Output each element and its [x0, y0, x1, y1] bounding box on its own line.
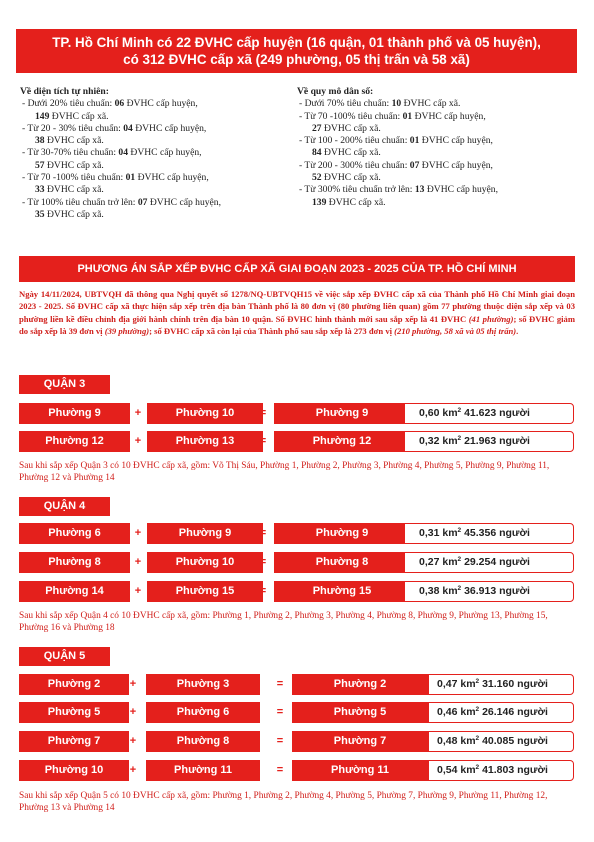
intro-paragraph — [19, 288, 575, 338]
area-unit-superscript: 2 — [475, 764, 480, 771]
equals-sign: = — [276, 764, 284, 776]
equals-sign: = — [259, 527, 267, 539]
equals-sign: = — [259, 585, 267, 597]
area-unit-superscript: 2 — [475, 735, 480, 742]
ward-source-b: Phường 13 — [147, 431, 263, 452]
area-item-text: - Dưới 20% tiêu chuẩn: — [22, 98, 115, 110]
population-item-sub-unit: ĐVHC cấp xã. — [321, 172, 381, 184]
area-item-count: 07 — [137, 196, 148, 208]
ward-result: Phường 5 — [292, 702, 428, 723]
area-section — [20, 86, 290, 221]
ward-area: 0,27 km — [419, 556, 458, 568]
ward-stats — [404, 523, 574, 544]
ward-source-b: Phường 8 — [146, 731, 260, 752]
population-item-count: 10 — [391, 98, 402, 110]
equals-sign: = — [259, 556, 267, 568]
plus-sign: + — [134, 435, 142, 447]
district-summary-note: Sau khi sắp xếp Quận 4 có 10 ĐVHC cấp xã, gồm: Phường 1, Phường 2, Phường 3, Phường 4, Phường 8, Phường 9, Phường 13, Phường 15, Phường 16 và Phường 18 — [19, 611, 548, 634]
intro-italic-2: (39 phường) — [104, 326, 150, 337]
area-item-sub-unit: ĐVHC cấp xã. — [49, 110, 109, 122]
area-item-sub — [20, 184, 290, 196]
population-item-text: - Từ 70 -100% tiêu chuẩn: — [299, 110, 403, 122]
ward-result: Phường 11 — [292, 760, 428, 781]
ward-population: 45.356 người — [461, 527, 530, 539]
ward-area: 0,46 km — [437, 706, 476, 718]
district-label-quận-4: QUẬN 4 — [19, 497, 110, 516]
area-item-text: - Từ 70 -100% tiêu chuẩn: — [22, 172, 126, 184]
ward-source-a: Phường 10 — [19, 760, 129, 781]
ward-area: 0,38 km — [419, 585, 458, 597]
population-list — [297, 98, 577, 209]
area-item-sub — [20, 111, 290, 123]
area-unit-superscript: 2 — [457, 585, 462, 592]
ward-result: Phường 7 — [292, 731, 428, 752]
area-unit-superscript: 2 — [457, 556, 462, 563]
area-item-unit: ĐVHC cấp huyện, — [124, 98, 198, 110]
population-item-count: 13 — [414, 184, 425, 196]
plus-sign: + — [134, 527, 142, 539]
area-list — [20, 98, 290, 221]
population-item-text: - Từ 200 - 300% tiêu chuẩn: — [299, 159, 410, 171]
district-label-quận-3: QUẬN 3 — [19, 375, 110, 394]
district-summary-note: Sau khi sắp xếp Quận 5 có 10 ĐVHC cấp xã, gồm: Phường 1, Phường 2, Phường 4, Phường 5, Phường 7, Phường 9, Phường 11, Phường 12, Phường 13 và Phường 14 — [19, 791, 548, 814]
ward-area: 0,60 km — [419, 407, 458, 419]
ward-result: Phường 2 — [292, 674, 428, 695]
ward-result: Phường 9 — [274, 523, 410, 544]
ward-source-a: Phường 7 — [19, 731, 129, 752]
area-item-sub-count: 35 — [35, 208, 45, 220]
plus-sign: + — [129, 764, 137, 776]
ward-source-b: Phường 10 — [147, 403, 263, 424]
area-unit-superscript: 2 — [475, 706, 480, 713]
population-item-sub-unit: ĐVHC cấp xã. — [326, 196, 386, 208]
ward-population: 29.254 người — [461, 556, 530, 568]
area-item-sub — [20, 160, 290, 172]
ward-result: Phường 8 — [274, 552, 410, 573]
area-item-unit: ĐVHC cấp huyện, — [147, 196, 222, 208]
area-item — [20, 147, 290, 159]
ward-population: 40.085 người — [479, 735, 548, 747]
area-item-count: 04 — [118, 147, 128, 159]
ward-stats — [404, 552, 574, 573]
ward-result: Phường 12 — [274, 431, 410, 452]
area-item-sub — [20, 209, 290, 221]
area-item-sub-unit: ĐVHC cấp xã. — [44, 184, 104, 196]
area-item-count: 06 — [114, 98, 125, 110]
population-item-sub-count: 84 — [312, 147, 322, 159]
area-item-unit: ĐVHC cấp huyện, — [135, 172, 209, 184]
ward-result: Phường 9 — [274, 403, 410, 424]
population-item-unit: ĐVHC cấp xã. — [401, 98, 461, 110]
ward-area: 0,32 km — [419, 435, 458, 447]
ward-source-a: Phường 9 — [19, 403, 130, 424]
ward-population: 41.803 người — [479, 764, 548, 776]
ward-population: 36.913 người — [461, 585, 530, 597]
equals-sign: = — [276, 735, 284, 747]
area-item-text: - Từ 20 - 30% tiêu chuẩn: — [22, 122, 124, 134]
population-item-unit: ĐVHC cấp huyện, — [419, 159, 493, 171]
ward-stats — [428, 731, 574, 752]
population-item — [297, 160, 577, 172]
ward-area: 0,54 km — [437, 764, 476, 776]
ward-source-a: Phường 8 — [19, 552, 130, 573]
population-item-unit: ĐVHC cấp huyện, — [419, 135, 493, 147]
area-item-unit: ĐVHC cấp huyện, — [128, 147, 202, 159]
population-item-unit: ĐVHC cấp huyện, — [424, 184, 499, 196]
ward-stats — [404, 581, 574, 602]
population-item-sub-unit: ĐVHC cấp xã. — [321, 122, 381, 134]
area-item-sub-unit: ĐVHC cấp xã. — [44, 135, 104, 147]
header-banner — [16, 29, 577, 73]
intro-italic-1: (41 phường) — [468, 313, 514, 324]
population-item-sub-count: 52 — [312, 172, 322, 184]
population-item-count: 07 — [409, 159, 420, 171]
ward-stats — [428, 674, 574, 695]
population-item-unit: ĐVHC cấp huyện, — [412, 110, 486, 122]
district-label-quận-5: QUẬN 5 — [19, 647, 110, 666]
equals-sign: = — [259, 407, 267, 419]
ward-source-b: Phường 9 — [147, 523, 263, 544]
ward-area: 0,48 km — [437, 735, 476, 747]
population-item-count: 01 — [409, 135, 420, 147]
area-item — [20, 98, 290, 110]
population-item — [297, 184, 577, 196]
ward-source-b: Phường 10 — [147, 552, 263, 573]
plus-sign: + — [129, 706, 137, 718]
population-item-sub — [297, 147, 577, 159]
area-item — [20, 123, 290, 135]
plus-sign: + — [134, 556, 142, 568]
ward-source-b: Phường 3 — [146, 674, 260, 695]
population-item-text: - Từ 100 - 200% tiêu chuẩn: — [299, 135, 410, 147]
equals-sign: = — [259, 435, 267, 447]
population-section — [297, 86, 577, 209]
area-item-text: - Từ 100% tiêu chuẩn trở lên: — [22, 196, 138, 208]
area-item-sub-unit: ĐVHC cấp xã. — [44, 159, 104, 171]
population-item-count: 01 — [402, 110, 413, 122]
ward-area: 0,31 km — [419, 527, 458, 539]
ward-source-a: Phường 2 — [19, 674, 129, 695]
population-item — [297, 98, 577, 110]
ward-population: 21.963 người — [461, 435, 530, 447]
population-item-sub-count: 139 — [312, 196, 327, 208]
banner-line-2: có 312 ĐVHC cấp xã (249 phường, 05 thị trấn và 58 xã) — [123, 52, 470, 67]
area-item-count: 01 — [125, 172, 136, 184]
area-item — [20, 172, 290, 184]
population-item-sub-unit: ĐVHC cấp xã. — [321, 147, 381, 159]
area-item-sub-count: 38 — [35, 135, 45, 147]
area-item-count: 04 — [123, 122, 133, 134]
area-item-text: - Từ 30-70% tiêu chuẩn: — [22, 147, 119, 159]
plus-sign: + — [129, 735, 137, 747]
ward-source-b: Phường 15 — [147, 581, 263, 602]
equals-sign: = — [276, 678, 284, 690]
area-heading: Về diện tích tự nhiên: — [20, 86, 109, 97]
area-item-unit: ĐVHC cấp huyện, — [132, 122, 207, 134]
population-item-sub — [297, 172, 577, 184]
ward-source-b: Phường 11 — [146, 760, 260, 781]
ward-source-a: Phường 14 — [19, 581, 130, 602]
area-item — [20, 197, 290, 209]
ward-stats — [428, 702, 574, 723]
area-item-sub-count: 149 — [35, 110, 50, 122]
population-item — [297, 111, 577, 123]
ward-stats — [404, 431, 574, 452]
equals-sign: = — [276, 706, 284, 718]
population-item — [297, 135, 577, 147]
ward-source-a: Phường 12 — [19, 431, 130, 452]
plan-title: PHƯƠNG ÁN SẮP XẾP ĐVHC CẤP XÃ GIAI ĐOẠN 2023 - 2025 CỦA TP. HỒ CHÍ MINH — [19, 256, 575, 282]
intro-part-2: ; số ĐVHC giảm do sắp xếp là 39 đơn vị — [19, 313, 575, 337]
area-item-sub-unit: ĐVHC cấp xã. — [44, 208, 104, 220]
ward-stats — [428, 760, 574, 781]
population-item-text: - Từ 300% tiêu chuẩn trở lên: — [299, 184, 415, 196]
ward-source-a: Phường 5 — [19, 702, 129, 723]
plus-sign: + — [134, 407, 142, 419]
intro-part-3: ; số ĐVHC cấp xã còn lại của Thành phố sau sắp xếp là 273 đơn vị — [149, 326, 395, 337]
population-item-sub-count: 27 — [312, 122, 322, 134]
ward-area: 0,47 km — [437, 678, 476, 690]
ward-population: 31.160 người — [479, 678, 548, 690]
ward-stats — [404, 403, 574, 424]
population-heading: Về quy mô dân số: — [297, 86, 374, 97]
area-unit-superscript: 2 — [475, 678, 480, 685]
population-item-sub — [297, 197, 577, 209]
plus-sign: + — [134, 585, 142, 597]
intro-part-4: . — [516, 326, 519, 337]
area-item-sub-count: 33 — [35, 184, 45, 196]
intro-part-1: Ngày 14/11/2024, UBTVQH đã thông qua Nghị quyết số 1278/NQ-UBTVQH15 về việc sắp xếp ĐVHC cấp xã của Thành phố Hồ Chí Minh giai đoạn 2023 - 2025. Số ĐVHC cấp xã thực hiện sắp xếp trên địa bàn Thành phố là 80 đơn vị (80 phường liên quan) gồm 77 phường thuộc diện sắp xếp và 03 phường liền kề điều chỉnh địa giới hành chính trên địa bàn 10 quận. Số ĐVHC hình thành mới sau sắp xếp là 41 ĐVHC — [19, 289, 575, 324]
area-item-sub-count: 57 — [35, 159, 45, 171]
population-item-sub — [297, 123, 577, 135]
area-unit-superscript: 2 — [457, 527, 462, 534]
intro-italic-3: (210 phường, 58 xã và 05 thị trấn) — [394, 326, 517, 337]
ward-population: 41.623 người — [461, 407, 530, 419]
plus-sign: + — [129, 678, 137, 690]
area-unit-superscript: 2 — [457, 407, 462, 414]
district-summary-note: Sau khi sắp xếp Quận 3 có 10 ĐVHC cấp xã, gồm: Võ Thị Sáu, Phường 1, Phường 2, Phường 3, Phường 4, Phường 5, Phường 9, Phường 11, Phường 12 và Phường 14 — [19, 461, 550, 484]
ward-result: Phường 15 — [274, 581, 410, 602]
population-item-text: - Dưới 70% tiêu chuẩn: — [299, 98, 392, 110]
ward-population: 26.146 người — [479, 706, 548, 718]
banner-line-1: TP. Hồ Chí Minh có 22 ĐVHC cấp huyện (16 quận, 01 thành phố và 05 huyện), — [52, 35, 541, 50]
area-item-sub — [20, 135, 290, 147]
area-unit-superscript: 2 — [457, 435, 462, 442]
ward-source-b: Phường 6 — [146, 702, 260, 723]
ward-source-a: Phường 6 — [19, 523, 130, 544]
